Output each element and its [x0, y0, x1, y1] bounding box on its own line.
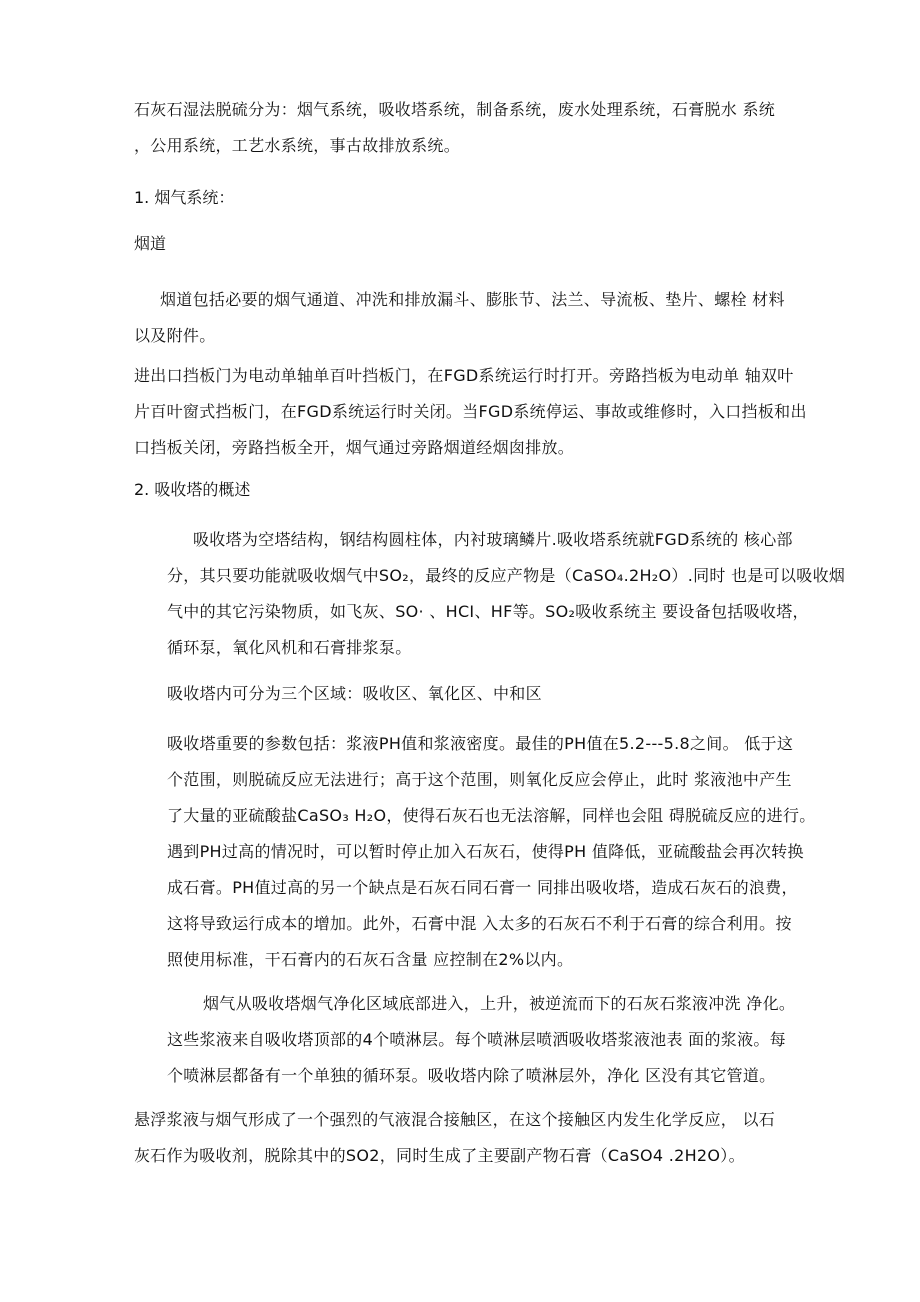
text-line: 个范围，则脱硫反应无法进行；高于这个范围，则氧化反应会停止，此时 浆液池中产生 [167, 770, 792, 789]
text-line: 烟道包括必要的烟气通道、冲洗和排放漏斗、膨胀节、法兰、导流板、垫片、螺栓 材料 [160, 290, 785, 309]
text-line: 分，其只要功能就吸收烟气中SO₂，最终的反应产物是（CaSO₄.2H₂O）.同时 也是可以吸收烟 [167, 566, 846, 585]
spray-paragraph [167, 986, 795, 1094]
text-line: 烟气从吸收塔烟气净化区域底部进入，上升，被逆流而下的石灰石浆液冲洗 净化。 [203, 994, 796, 1013]
damper-paragraph [134, 358, 807, 466]
text-line: 循环泵，氧化风机和石膏排浆泵。 [167, 638, 412, 657]
text-line: 口挡板关闭，旁路挡板全开，烟气通过旁路烟道经烟囱排放。 [134, 438, 575, 457]
text-line: 进出口挡板门为电动单轴单百叶挡板门，在FGD系统运行时打开。旁路挡板为电动单 轴双叶 [134, 366, 794, 385]
reaction-paragraph [134, 1102, 775, 1174]
absorber-paragraph [167, 522, 845, 666]
text-line: 这些浆液来自吸收塔顶部的4个喷淋层。每个喷淋层喷洒吸收塔浆液池表 面的浆液。每 [167, 1030, 786, 1049]
text-line: 照使用标准，干石膏内的石灰石含量 应控制在2%以内。 [167, 950, 574, 969]
text-line: 气中的其它污染物质，如飞灰、SO· 、HCI、HF等。SO₂吸收系统主 要设备包括吸收塔， [167, 602, 809, 621]
text-line: 灰石作为吸收剂，脱除其中的SO2，同时生成了主要副产物石膏（CaSO4 .2H2O）。 [134, 1146, 745, 1165]
text-line: 片百叶窗式挡板门，在FGD系统运行时关闭。当FGD系统停运、事故或维修时，入口挡板和出 [134, 402, 807, 421]
text-line: 了大量的亚硫酸盐CaSO₃ H₂O，使得石灰石也无法溶解，同样也会阻 碍脱硫反应的进行。 [167, 806, 816, 825]
text-line: 吸收塔重要的参数包括：浆液PH值和浆液密度。最佳的PH值在5.2---5.8之间。 低于这 [167, 734, 794, 753]
text-line: 这将导致运行成本的增加。此外，石膏中混 入太多的石灰石不利于石膏的综合利用。按 [167, 914, 792, 933]
text-line: 以及附件。 [134, 326, 216, 345]
text-line: ，公用系统，工艺水系统，事古故排放系统。 [134, 136, 461, 155]
text-line: 成石膏。PH值过高的另一个缺点是石灰石同石膏一 同排出吸收塔，造成石灰石的浪费， [167, 878, 798, 897]
text-line: 吸收塔为空塔结构，钢结构圆柱体，内衬玻璃鳞片.吸收塔系统就FGD系统的 核心部 [193, 530, 793, 549]
params-paragraph [167, 726, 816, 978]
section-1-heading: 1. 烟气系统： [134, 188, 235, 207]
text-line: 石灰石湿法脱硫分为：烟气系统，吸收塔系统，制备系统，废水处理系统，石膏脱水 系统 [134, 100, 776, 119]
intro-paragraph [134, 92, 775, 164]
flue-paragraph [134, 282, 785, 354]
text-line: 悬浮浆液与烟气形成了一个强烈的气液混合接触区，在这个接触区内发生化学反应， 以石 [134, 1110, 776, 1129]
text-line: 遇到PH过高的情况时，可以暂时停止加入石灰石，使得PH 值降低，亚硫酸盐会再次转换 [167, 842, 804, 861]
zones-line: 吸收塔内可分为三个区域：吸收区、氧化区、中和区 [167, 684, 542, 703]
flue-subheading: 烟道 [134, 234, 167, 253]
section-2-heading: 2. 吸收塔的概述 [134, 480, 251, 499]
text-line: 个喷淋层都备有一个单独的循环泵。吸收塔内除了喷淋层外，净化 区没有其它管道。 [167, 1066, 776, 1085]
